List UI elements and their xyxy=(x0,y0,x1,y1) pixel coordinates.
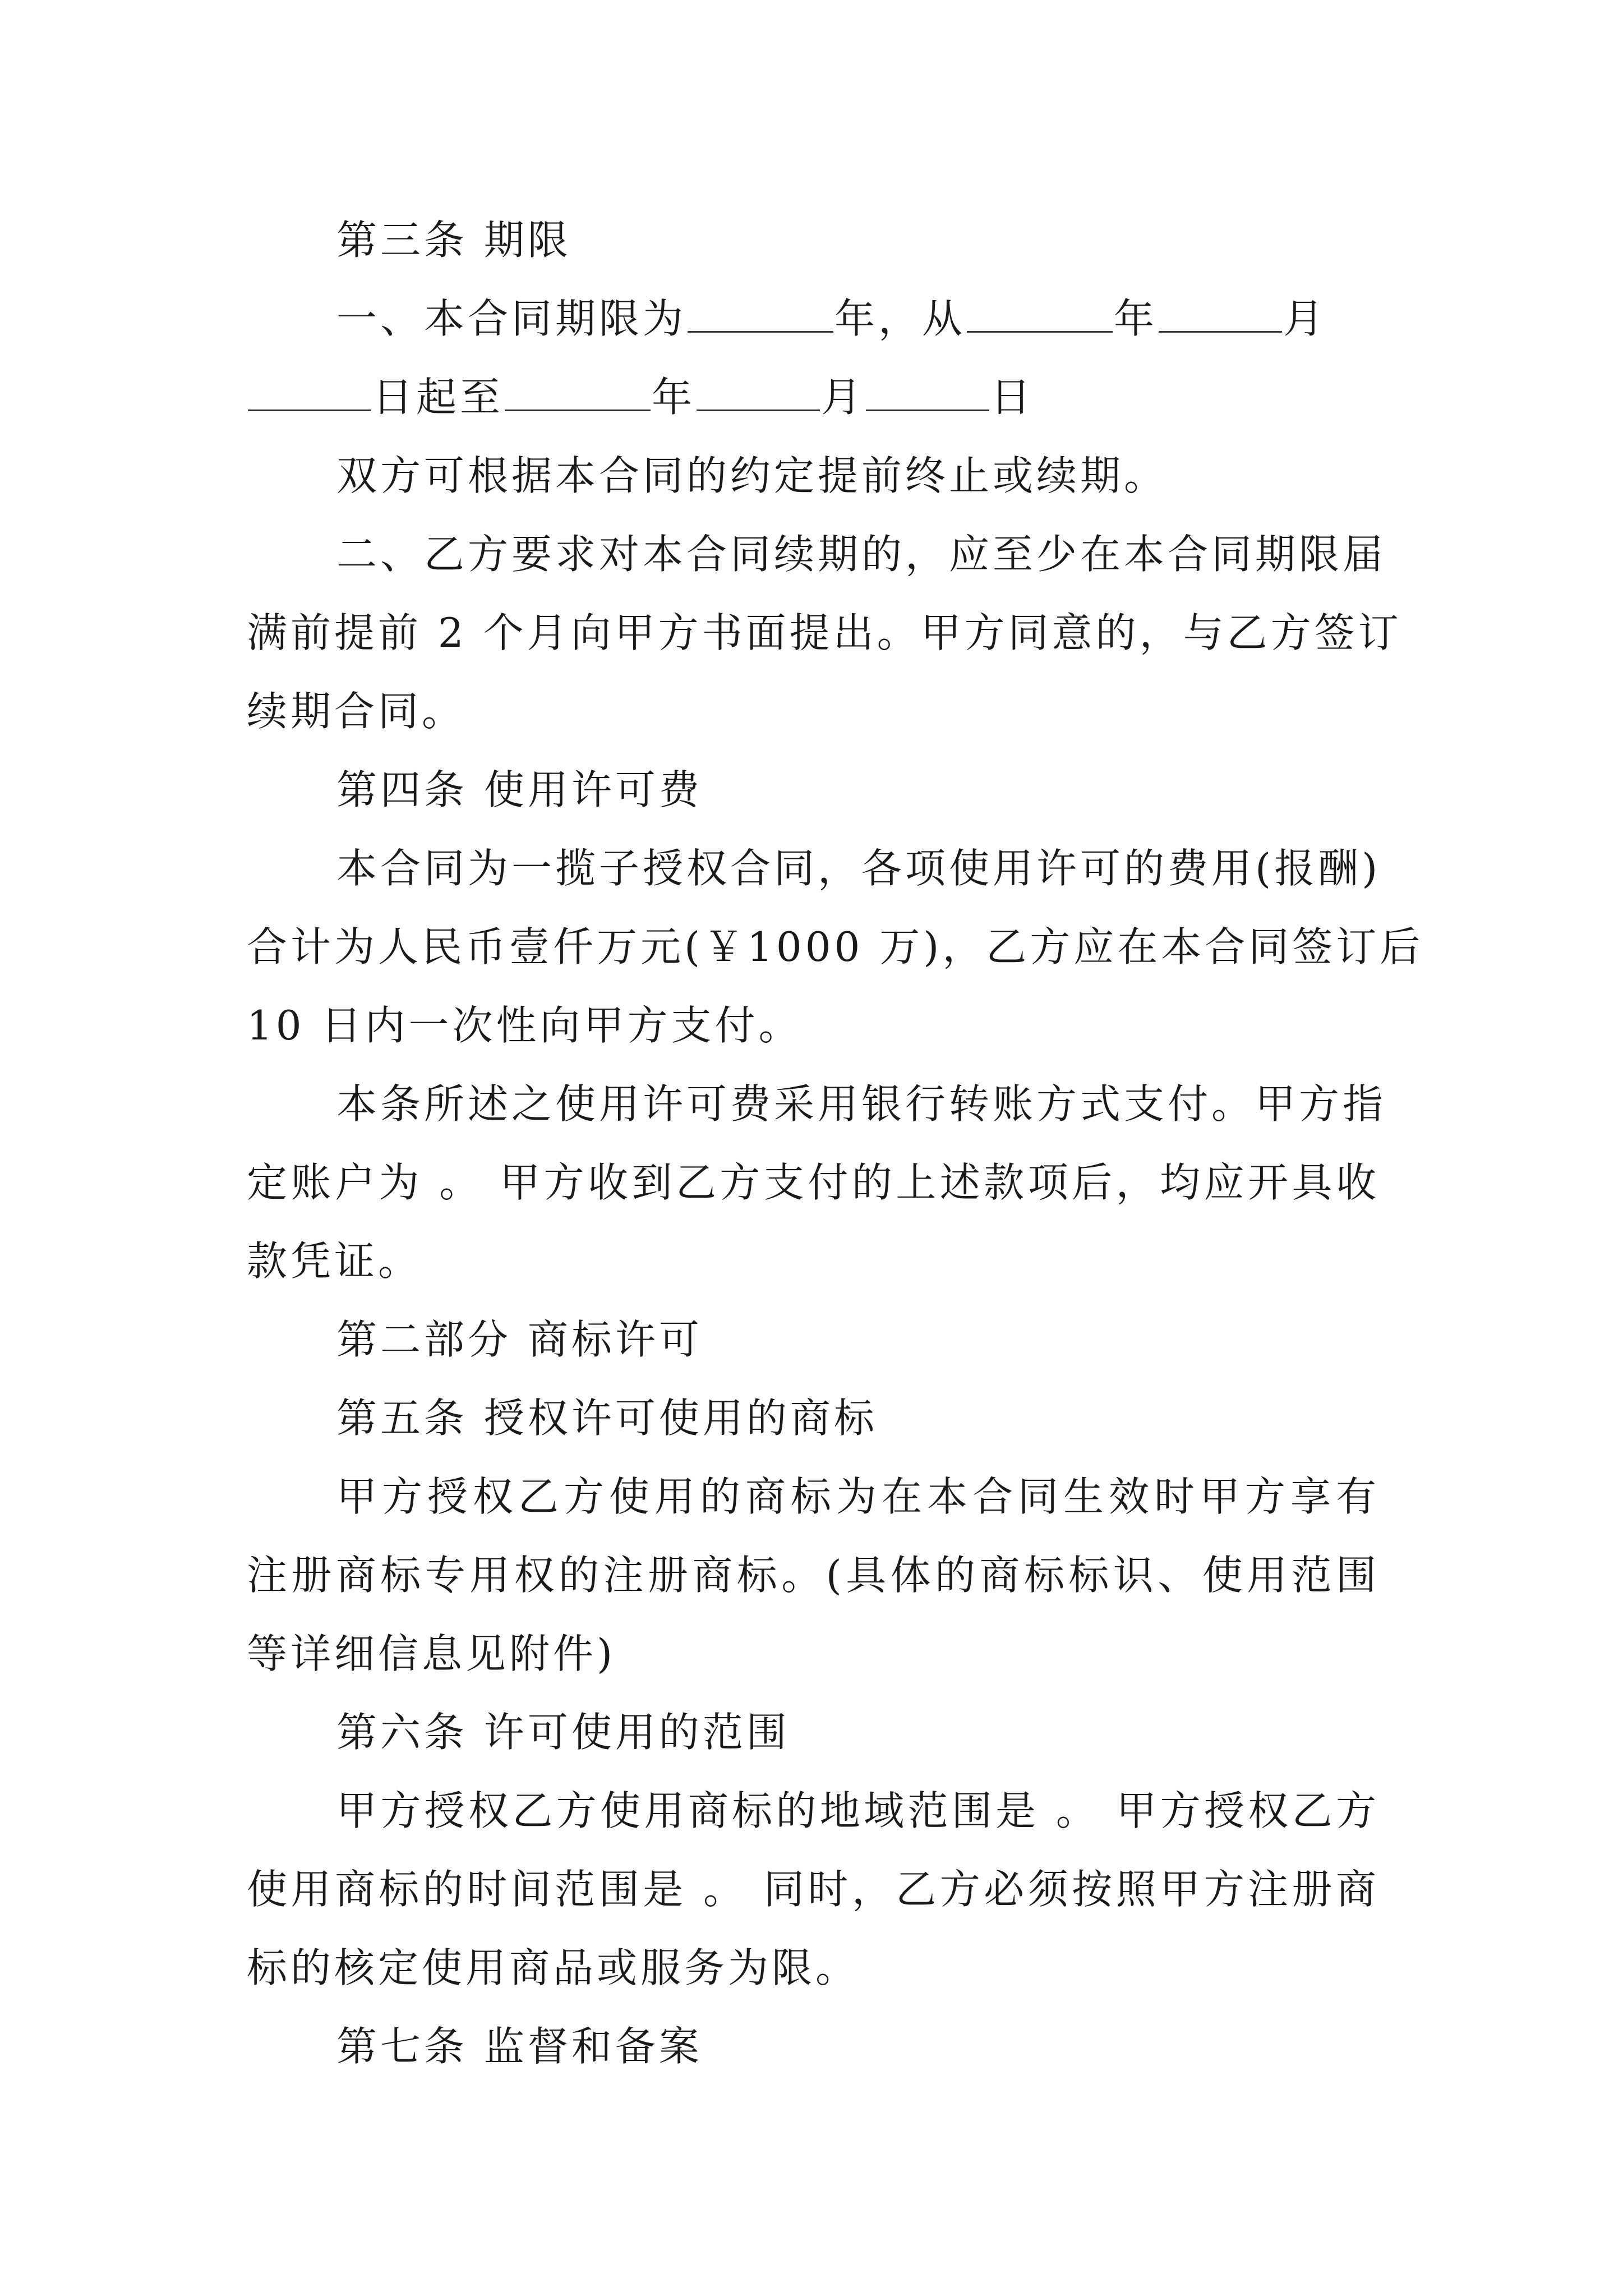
paragraph-line: 甲方授权乙方使用的商标为在本合同生效时甲方享有 xyxy=(336,1473,1380,1520)
term-text: 日 xyxy=(990,374,1035,421)
paragraph-line: 本条所述之使用许可费采用银行转账方式支付。甲方指 xyxy=(336,1080,1387,1128)
term-text: 月 xyxy=(1283,295,1327,342)
article-3-heading: 第三条 期限 xyxy=(336,217,571,264)
paragraph-line: 标的核定使用商品或服务为限。 xyxy=(247,1944,860,1991)
article-4-heading: 第四条 使用许可费 xyxy=(336,766,703,813)
term-text: 年，从 xyxy=(834,295,966,342)
blank-field[interactable] xyxy=(248,370,371,411)
term-text: 日起至 xyxy=(372,374,504,421)
term-text: 年 xyxy=(1114,295,1158,342)
paragraph-line: 甲方授权乙方使用商标的地域范围是 。 甲方授权乙方 xyxy=(336,1787,1380,1834)
blank-field[interactable] xyxy=(697,370,820,411)
term-text: 月 xyxy=(821,374,865,421)
paragraph-line: 本合同为一揽子授权合同，各项使用许可的费用(报酬) xyxy=(336,845,1381,892)
term-line-1 xyxy=(336,292,1492,346)
paragraph-line: 定账户为 。 甲方收到乙方支付的上述款项后，均应开具收 xyxy=(247,1159,1380,1206)
paragraph-line: 合计为人民币壹仟万元(￥1000 万)，乙方应在本合同签订后 xyxy=(247,923,1424,970)
article-6-heading: 第六条 许可使用的范围 xyxy=(336,1709,790,1756)
term-text: 年 xyxy=(652,374,696,421)
article-7-heading: 第七条 监督和备案 xyxy=(336,2023,703,2070)
paragraph-line: 等详细信息见附件) xyxy=(247,1630,616,1677)
paragraph-line: 使用商标的时间范围是 。 同时，乙方必须按照甲方注册商 xyxy=(247,1866,1380,1913)
paragraph-line: 续期合同。 xyxy=(247,688,466,735)
paragraph-line: 双方可根据本合同的约定提前终止或续期。 xyxy=(336,452,1168,499)
blank-field[interactable] xyxy=(688,292,833,333)
paragraph-line: 款凭证。 xyxy=(247,1237,422,1285)
term-line-2 xyxy=(247,370,1402,424)
part-2-heading: 第二部分 商标许可 xyxy=(336,1316,703,1363)
paragraph-line: 二、乙方要求对本合同续期的，应至少在本合同期限届 xyxy=(336,531,1387,578)
paragraph-line: 注册商标专用权的注册商标。(具体的商标标识、使用范围 xyxy=(247,1552,1380,1599)
term-text: 一、本合同期限为 xyxy=(336,295,687,342)
article-5-heading: 第五条 授权许可使用的商标 xyxy=(336,1395,878,1442)
blank-field[interactable] xyxy=(505,370,651,411)
blank-field[interactable] xyxy=(866,370,989,411)
blank-field[interactable] xyxy=(1159,292,1282,333)
blank-field[interactable] xyxy=(967,292,1113,333)
paragraph-line: 满前提前 2 个月向甲方书面提出。甲方同意的，与乙方签订 xyxy=(247,609,1402,656)
paragraph-line: 10 日内一次性向甲方支付。 xyxy=(247,1002,803,1049)
